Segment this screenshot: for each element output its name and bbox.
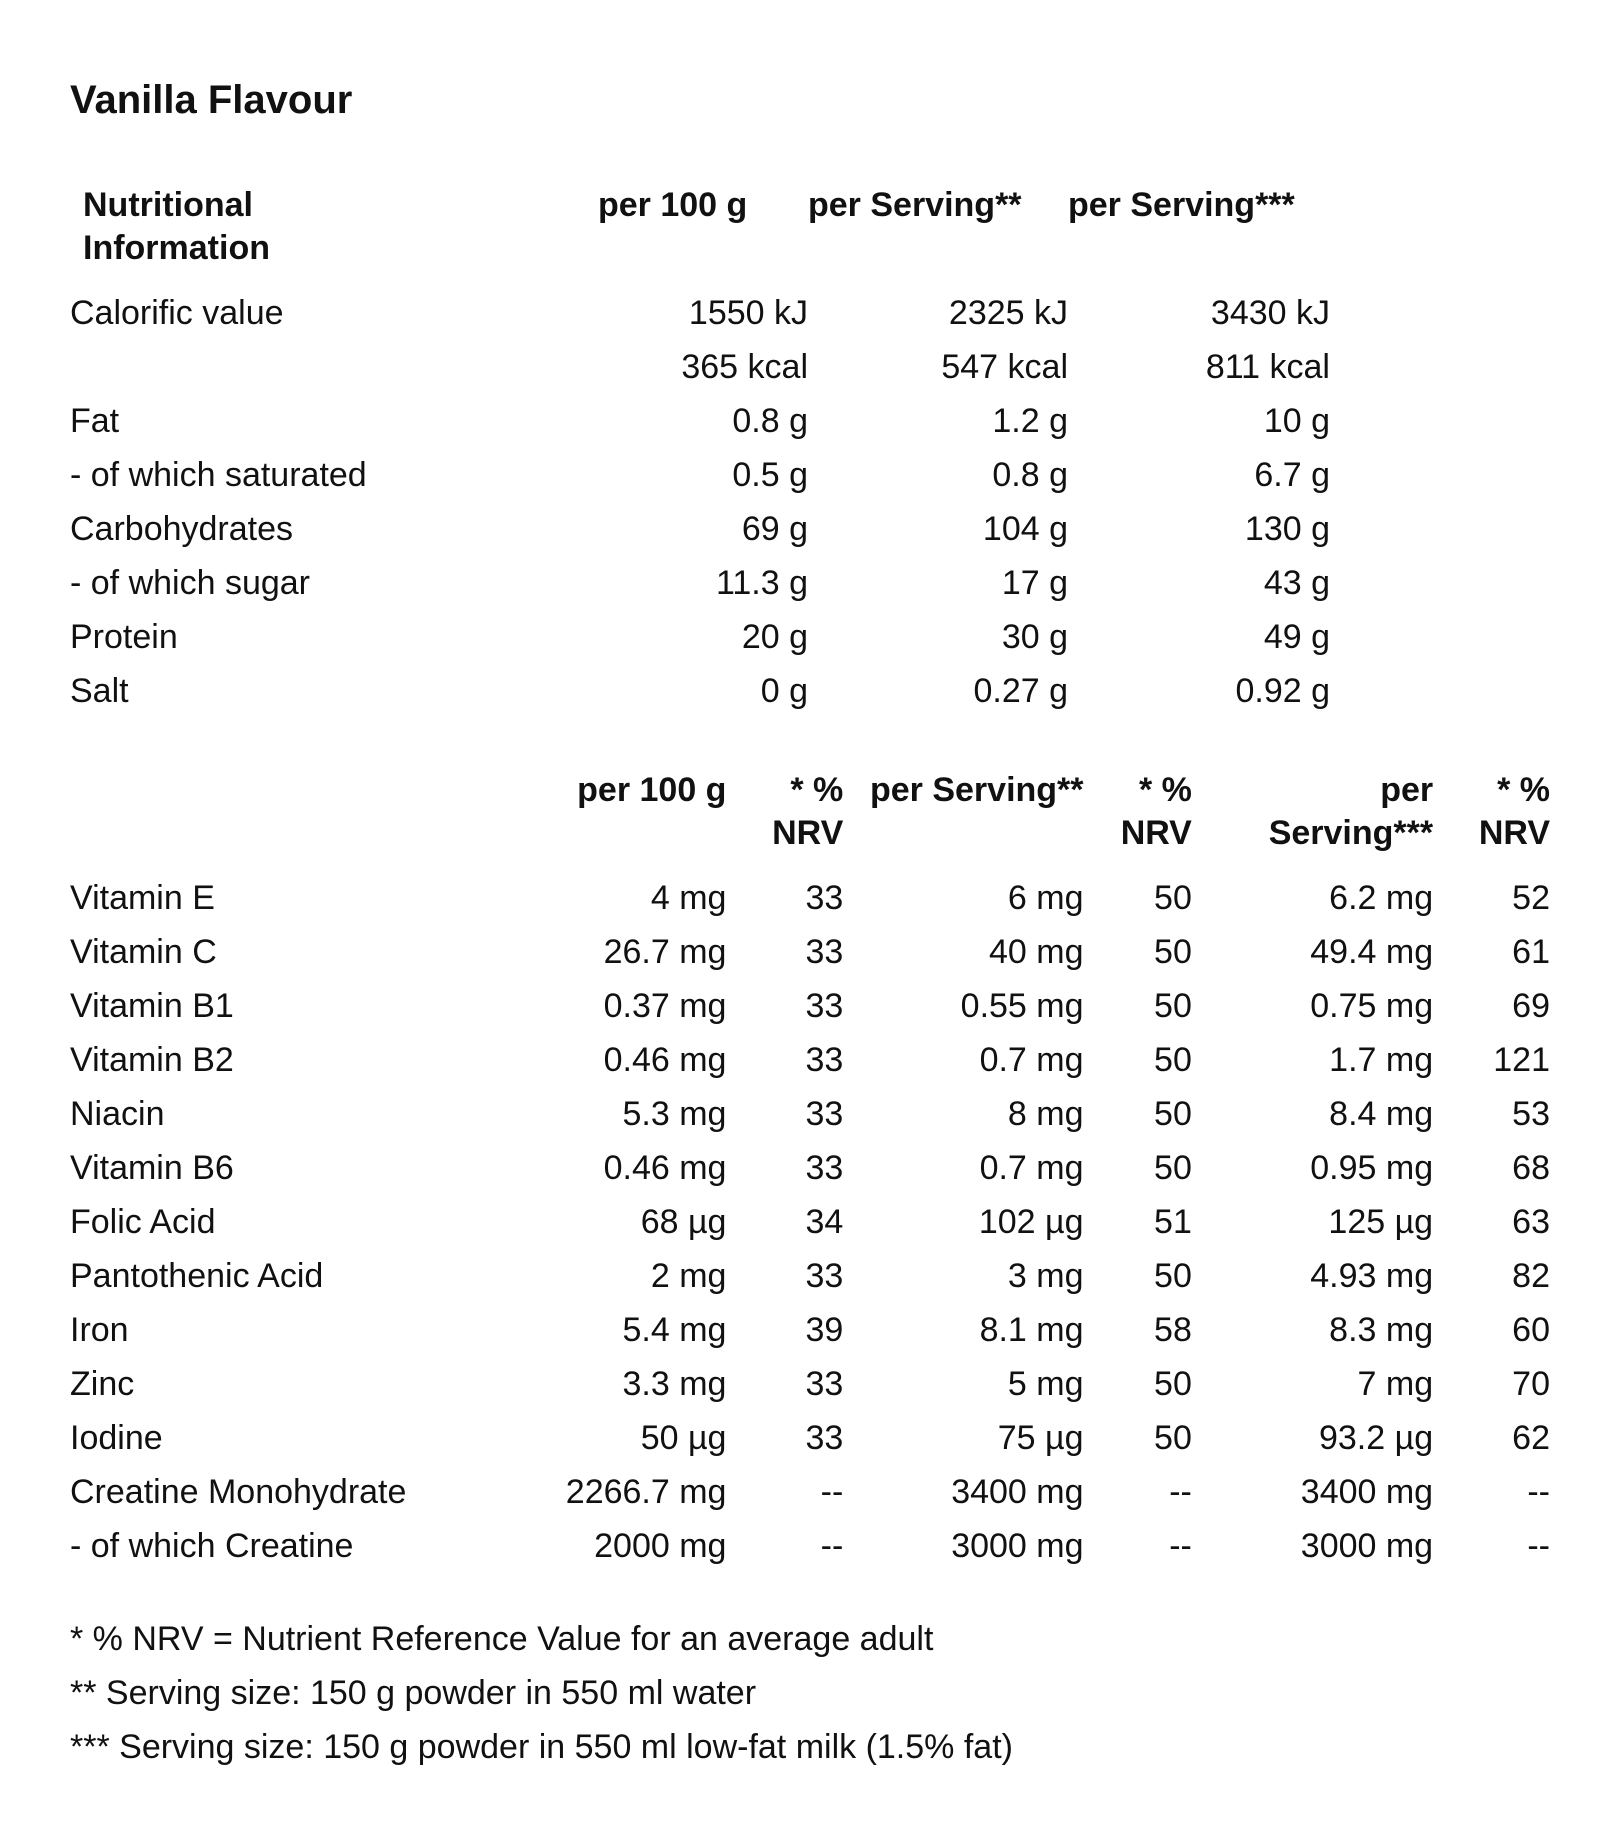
serving2-value: 40 mg	[989, 933, 1084, 971]
per100-value: 2000 mg	[594, 1527, 727, 1565]
serving2-value: 3400 mg	[951, 1473, 1084, 1511]
serving3-value: 125 µg	[1328, 1203, 1434, 1241]
nrv1-value: --	[820, 1473, 844, 1511]
per100-value: 0.46 mg	[603, 1041, 727, 1079]
vitamin-header-per100: per 100 g	[577, 771, 727, 809]
per100-value: 365 kcal	[681, 348, 808, 386]
nrv3-value: 62	[1512, 1419, 1550, 1457]
serving3-value: 43 g	[1263, 564, 1330, 602]
nrv2-value: --	[1169, 1527, 1192, 1565]
serving2-value: 0.7 mg	[979, 1149, 1084, 1187]
serving2-value: 0.8 g	[992, 456, 1068, 494]
nrv3-value: 63	[1512, 1203, 1550, 1241]
vitamin-name: Iodine	[70, 1419, 163, 1457]
nutrition-header-name-line1: Nutritional	[83, 186, 253, 224]
nutrition-header-row	[70, 184, 1330, 286]
serving3-value: 0.95 mg	[1310, 1149, 1434, 1187]
nrv2-value: 58	[1154, 1311, 1192, 1349]
footnote-nrv: * % NRV = Nutrient Reference Value for an average adult	[70, 1620, 934, 1658]
nutrient-name	[70, 340, 598, 394]
serving2-value: 3 mg	[1007, 1257, 1084, 1295]
vitamin-header-nrv2-line1: * %	[1138, 771, 1192, 809]
vitamin-name: Vitamin B1	[70, 987, 234, 1025]
nutrition-row	[70, 286, 1330, 340]
nutrition-header-serving3: per Serving***	[1068, 186, 1295, 224]
vitamin-header-nrv3-line2: NRV	[1478, 814, 1550, 852]
nrv3-value: --	[1527, 1527, 1550, 1565]
nutrition-header-per100: per 100 g	[598, 186, 748, 224]
vitamin-name: Zinc	[70, 1365, 135, 1403]
vitamin-row	[70, 979, 1550, 1033]
serving2-value: 8 mg	[1007, 1095, 1084, 1133]
vitamin-header-serving3	[1192, 769, 1433, 871]
serving3-value: 0.92 g	[1235, 672, 1330, 710]
per100-value: 2 mg	[650, 1257, 727, 1295]
serving3-value: 811 kcal	[1205, 348, 1330, 386]
per100-value: 50 µg	[640, 1419, 727, 1457]
vitamin-header-nrv2-line2: NRV	[1120, 814, 1192, 852]
nrv2-value: 50	[1154, 987, 1192, 1025]
nrv2-value: 51	[1154, 1203, 1192, 1241]
nutrition-row	[70, 340, 1330, 394]
nrv2-value: 50	[1154, 1095, 1192, 1133]
vitamin-header-nrv3	[1433, 769, 1550, 871]
per100-value: 4 mg	[650, 879, 727, 917]
serving3-value: 49 g	[1263, 618, 1330, 656]
vitamin-row	[70, 1357, 1550, 1411]
nutrient-name: Protein	[70, 618, 178, 656]
nrv1-value: 39	[805, 1311, 844, 1349]
nrv3-value: 70	[1512, 1365, 1550, 1403]
per100-value: 0.37 mg	[603, 987, 727, 1025]
vitamin-row	[70, 1141, 1550, 1195]
vitamin-name: Vitamin B2	[70, 1041, 234, 1079]
vitamin-header-serving3-line2: Serving***	[1268, 814, 1434, 852]
nrv1-value: 33	[805, 1041, 844, 1079]
nutrition-row	[70, 556, 1330, 610]
nutrient-name: - of which saturated	[70, 456, 367, 494]
per100-value: 0.46 mg	[603, 1149, 727, 1187]
serving3-value: 10 g	[1263, 402, 1330, 440]
nrv1-value: 33	[805, 1257, 844, 1295]
vitamin-header-name	[70, 769, 499, 871]
per100-value: 69 g	[741, 510, 808, 548]
per100-value: 3.3 mg	[622, 1365, 727, 1403]
serving2-value: 1.2 g	[992, 402, 1068, 440]
vitamin-row	[70, 925, 1550, 979]
per100-value: 26.7 mg	[603, 933, 727, 971]
serving3-value: 3000 mg	[1300, 1527, 1434, 1565]
nutrient-name: Salt	[70, 672, 129, 710]
vitamin-table	[70, 769, 1550, 1573]
nrv2-value: 50	[1154, 1419, 1192, 1457]
serving2-value: 2325 kJ	[948, 294, 1068, 332]
per100-value: 0.8 g	[732, 402, 808, 440]
nrv3-value: 68	[1512, 1149, 1550, 1187]
nrv2-value: --	[1169, 1473, 1192, 1511]
vitamin-row	[70, 1033, 1550, 1087]
nrv3-value: 53	[1512, 1095, 1550, 1133]
nutrition-header-serving2: per Serving**	[808, 186, 1022, 224]
nutrient-name: - of which sugar	[70, 564, 310, 602]
serving2-value: 3000 mg	[951, 1527, 1084, 1565]
footnote-serving-water: ** Serving size: 150 g powder in 550 ml water	[70, 1674, 757, 1712]
nutrition-row	[70, 394, 1330, 448]
nutrition-row	[70, 448, 1330, 502]
nrv3-value: 60	[1512, 1311, 1550, 1349]
serving3-value: 3430 kJ	[1210, 294, 1330, 332]
nutrient-name: Fat	[70, 402, 120, 440]
nrv3-value: 121	[1493, 1041, 1550, 1079]
serving2-value: 17 g	[1001, 564, 1068, 602]
nrv2-value: 50	[1154, 1041, 1192, 1079]
nrv1-value: 33	[805, 879, 844, 917]
vitamin-row	[70, 1195, 1550, 1249]
vitamin-header-nrv3-line1: * %	[1497, 771, 1550, 809]
serving2-value: 5 mg	[1007, 1365, 1084, 1403]
vitamin-row	[70, 1465, 1550, 1519]
per100-value: 20 g	[741, 618, 808, 656]
nrv1-value: 33	[805, 1419, 844, 1457]
vitamin-header-nrv1-line1: * %	[790, 771, 844, 809]
footnote-serving-milk: *** Serving size: 150 g powder in 550 ml low-fat milk (1.5% fat)	[70, 1728, 1013, 1766]
per100-value: 68 µg	[640, 1203, 727, 1241]
nutrient-name: Carbohydrates	[70, 510, 294, 548]
nrv2-value: 50	[1154, 1149, 1192, 1187]
vitamin-header-serving3-line1: per	[1380, 771, 1434, 809]
serving3-value: 6.7 g	[1254, 456, 1330, 494]
vitamin-row	[70, 871, 1550, 925]
vitamin-row	[70, 1303, 1550, 1357]
per100-value: 11.3 g	[715, 564, 808, 602]
serving3-value: 7 mg	[1357, 1365, 1434, 1403]
serving3-value: 3400 mg	[1300, 1473, 1434, 1511]
nutrition-row	[70, 610, 1330, 664]
vitamin-name: Niacin	[70, 1095, 165, 1133]
nutrition-table-body	[70, 286, 1330, 718]
nutrition-row	[70, 664, 1330, 718]
serving3-value: 0.75 mg	[1310, 987, 1434, 1025]
serving2-value: 0.7 mg	[979, 1041, 1084, 1079]
nutrition-header-name-line2: Information	[83, 229, 270, 267]
serving2-value: 8.1 mg	[979, 1311, 1084, 1349]
per100-value: 5.3 mg	[622, 1095, 727, 1133]
vitamin-row	[70, 1249, 1550, 1303]
serving2-value: 75 µg	[997, 1419, 1084, 1457]
nrv1-value: 33	[805, 1365, 844, 1403]
per100-value: 2266.7 mg	[565, 1473, 727, 1511]
serving2-value: 30 g	[1001, 618, 1068, 656]
serving3-value: 93.2 µg	[1318, 1419, 1434, 1457]
footnotes	[70, 1612, 1013, 1774]
vitamin-header-nrv1-line2: NRV	[772, 814, 844, 852]
vitamin-name: Folic Acid	[70, 1203, 216, 1241]
page-title: Vanilla Flavour	[70, 78, 353, 122]
vitamin-table-body	[70, 871, 1550, 1573]
nrv3-value: 61	[1512, 933, 1550, 971]
nrv1-value: 33	[805, 933, 844, 971]
serving3-value: 49.4 mg	[1310, 933, 1434, 971]
nrv1-value: 33	[805, 1095, 844, 1133]
vitamin-name: Vitamin B6	[70, 1149, 234, 1187]
nutrition-header-name	[70, 184, 598, 286]
nrv3-value: 69	[1512, 987, 1550, 1025]
serving2-value: 102 µg	[978, 1203, 1084, 1241]
nutrition-row	[70, 502, 1330, 556]
vitamin-name: Vitamin C	[70, 933, 217, 971]
nrv2-value: 50	[1154, 1257, 1192, 1295]
vitamin-header-nrv2	[1084, 769, 1192, 871]
serving2-value: 0.55 mg	[960, 987, 1084, 1025]
vitamin-row	[70, 1411, 1550, 1465]
per100-value: 1550 kJ	[688, 294, 808, 332]
serving2-value: 104 g	[982, 510, 1068, 548]
vitamin-name: Creatine Monohydrate	[70, 1473, 407, 1511]
nrv1-value: --	[820, 1527, 844, 1565]
nrv1-value: 34	[805, 1203, 844, 1241]
vitamin-row	[70, 1087, 1550, 1141]
nrv1-value: 33	[805, 987, 844, 1025]
nrv1-value: 33	[805, 1149, 844, 1187]
nrv2-value: 50	[1154, 879, 1192, 917]
serving3-value: 1.7 mg	[1329, 1041, 1434, 1079]
serving3-value: 6.2 mg	[1329, 879, 1434, 917]
vitamin-header-nrv1	[726, 769, 843, 871]
serving3-value: 8.4 mg	[1329, 1095, 1434, 1133]
nrv3-value: --	[1527, 1473, 1550, 1511]
serving2-value: 547 kcal	[941, 348, 1068, 386]
serving3-value: 4.93 mg	[1310, 1257, 1434, 1295]
nutrition-table	[70, 184, 1330, 718]
serving3-value: 130 g	[1244, 510, 1330, 548]
serving2-value: 0.27 g	[973, 672, 1068, 710]
serving2-value: 6 mg	[1007, 879, 1084, 917]
nrv3-value: 52	[1512, 879, 1550, 917]
vitamin-name: Pantothenic Acid	[70, 1257, 324, 1295]
vitamin-row	[70, 1519, 1550, 1573]
vitamin-name: Iron	[70, 1311, 129, 1349]
per100-value: 0.5 g	[732, 456, 808, 494]
vitamin-name: Vitamin E	[70, 879, 215, 917]
nrv2-value: 50	[1154, 1365, 1192, 1403]
vitamin-header-serving2: per Serving**	[869, 771, 1084, 809]
vitamin-name: - of which Creatine	[70, 1527, 354, 1565]
nrv2-value: 50	[1154, 933, 1192, 971]
nrv3-value: 82	[1512, 1257, 1550, 1295]
serving3-value: 8.3 mg	[1329, 1311, 1434, 1349]
vitamin-header-row	[70, 769, 1550, 871]
per100-value: 0 g	[760, 672, 808, 710]
per100-value: 5.4 mg	[622, 1311, 727, 1349]
nutrient-name: Calorific value	[70, 294, 284, 332]
